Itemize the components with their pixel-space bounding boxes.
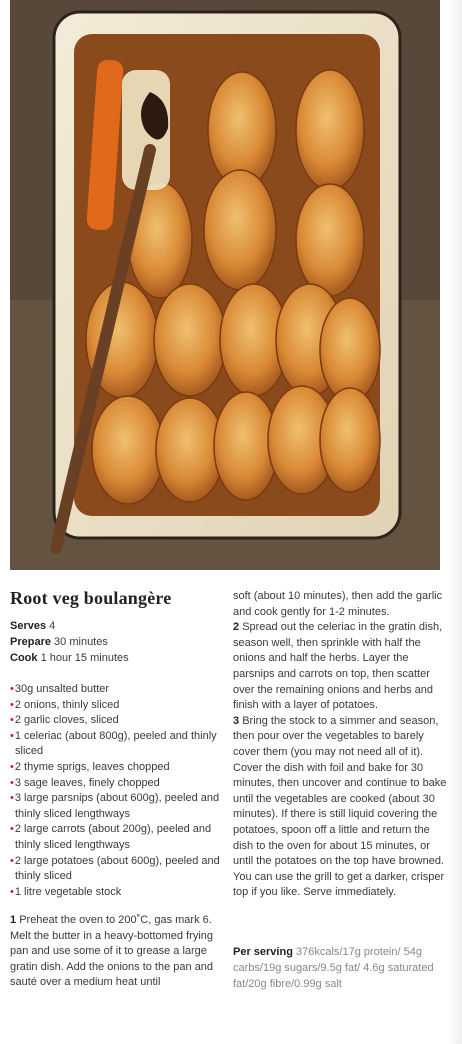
ingredient-item: • 2 large carrots (about 200g), peeled and thinly sliced lengthways [10, 822, 220, 853]
cook-row [10, 650, 129, 666]
ingredient-item: • 3 sage leaves, finely chopped [10, 776, 220, 792]
step-2-text [233, 620, 447, 714]
nutrition-values: 376kcals/17g protein/ 54g carbs/19g sugars/9.5g fat/ 4.6g saturated fat/20g fibre/0.99g salt [233, 946, 434, 990]
serves-label: Serves [10, 620, 47, 632]
ingredient-item: • 1 celeriac (about 800g), peeled and thinly sliced [10, 729, 220, 760]
nutrition-label: Per serving [233, 946, 293, 958]
method-step-1 [10, 913, 222, 991]
step-2-body: Spread out the celeriac in the gratin dish, season well, then sprinkle with half the onions and half the herbs. Layer the parsnips and carrots on top, then scatter over the remaining onions and herbs and finish with a layer of potatoes. [233, 621, 443, 712]
nutrition-info [233, 944, 447, 992]
page-edge [448, 0, 462, 1044]
cook-label: Cook [10, 652, 38, 664]
recipe-title: Root veg boulangère [10, 588, 172, 608]
step-1-body: Preheat the oven to 200˚C, gas mark 6. Melt the butter in a heavy-bottomed frying pan and use some of it to grease a large gratin dish. Add the onions to the pan and sauté over a medium heat until [10, 914, 214, 989]
ingredient-item: • 2 thyme sprigs, leaves chopped [10, 760, 220, 776]
step-1-text [10, 913, 222, 991]
step-3-body: Bring the stock to a simmer and season, then pour over the vegetables to barely cover them (you may not need all of it). Cover the dish with foil and bake for 30 minutes, then uncover and continue to bake until the vegetables are cooked (about 30 minutes). If there is still liquid covering the potatoes, spoon off a little and return the dish to the oven for about 15 minutes, or until the potatoes on the top have browned. You can use the grill to get a darker, crisper top if you like. Serve immediately. [233, 714, 447, 899]
recipe-photo [10, 0, 440, 570]
gratin-dish-illustration [10, 0, 440, 570]
ingredients-list [10, 682, 220, 900]
step-3-text [233, 714, 447, 901]
recipe-meta [10, 618, 129, 666]
ingredient-item: • 2 large potatoes (about 600g), peeled and thinly sliced [10, 854, 220, 885]
step-1-number: 1 [10, 914, 17, 926]
prepare-label: Prepare [10, 636, 51, 648]
ingredient-item: • 1 litre vegetable stock [10, 885, 220, 901]
method-column-right [233, 589, 447, 901]
ingredient-item: • 2 onions, thinly sliced [10, 698, 220, 714]
step-1-continued: soft (about 10 minutes), then add the garlic and cook gently for 1-2 minutes. [233, 590, 443, 618]
serves-row [10, 618, 129, 634]
step-3-number: 3 [233, 714, 240, 727]
ingredient-item: • 2 garlic cloves, sliced [10, 713, 220, 729]
prepare-row [10, 634, 129, 650]
ingredient-item: • 30g unsalted butter [10, 682, 220, 698]
ingredient-item: • 3 large parsnips (about 600g), peeled and thinly sliced lengthways [10, 791, 220, 822]
serves-value: 4 [49, 620, 56, 632]
step-2-number: 2 [233, 621, 240, 634]
prepare-value: 30 minutes [54, 636, 108, 648]
cook-value: 1 hour 15 minutes [40, 652, 129, 664]
